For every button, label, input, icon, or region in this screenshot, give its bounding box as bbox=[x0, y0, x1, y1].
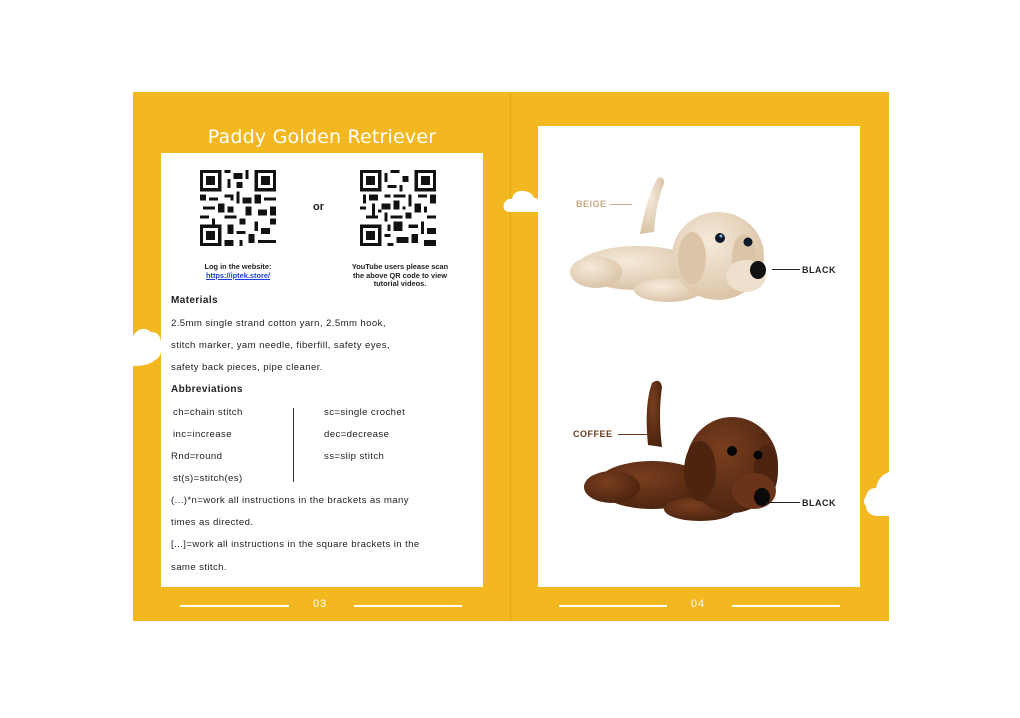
website-caption bbox=[192, 263, 284, 280]
materials-line: 2.5mm single strand cotton yarn, 2.5mm hook, bbox=[171, 318, 386, 329]
youtube-caption-line-3: tutorial videos. bbox=[373, 279, 427, 288]
black-bottom-callout-leader bbox=[766, 502, 800, 503]
footer-rule-right bbox=[354, 605, 462, 607]
black-bottom-callout-label: BLACK bbox=[802, 498, 836, 508]
coffee-callout-leader bbox=[618, 434, 650, 435]
abbreviation-item: sc=single crochet bbox=[324, 407, 406, 418]
youtube-caption-line-2: the above QR code to view bbox=[352, 270, 448, 280]
abbreviation-item: Rnd=round bbox=[171, 451, 223, 462]
note-line: times as directed. bbox=[171, 517, 254, 528]
materials-heading: Materials bbox=[171, 295, 218, 306]
note-line: (...)*n=work all instructions in the brackets as many bbox=[171, 495, 409, 506]
abbreviation-item: ss=slip stitch bbox=[324, 451, 385, 462]
pattern-title: Paddy Golden Retriever bbox=[207, 126, 437, 148]
abbreviation-item: inc=increase bbox=[173, 429, 232, 440]
footer-rule-left bbox=[559, 605, 667, 607]
black-top-callout-leader bbox=[772, 269, 800, 270]
coffee-dog-toy-image bbox=[582, 375, 782, 535]
materials-line: safety back pieces, pipe cleaner. bbox=[171, 362, 323, 373]
youtube-caption bbox=[334, 263, 466, 289]
or-separator: or bbox=[313, 201, 324, 213]
cloud-middle-decoration bbox=[502, 186, 538, 212]
black-top-callout-label: BLACK bbox=[802, 265, 836, 275]
abbreviations-heading: Abbreviations bbox=[171, 384, 243, 395]
youtube-caption-line-1: YouTube users please scan bbox=[351, 262, 449, 271]
website-caption-label: Log in the website: bbox=[204, 262, 272, 271]
abbreviation-item: st(s)=stitch(es) bbox=[173, 473, 243, 484]
abbreviation-column-divider bbox=[293, 408, 294, 482]
beige-dog-toy-image bbox=[568, 172, 778, 312]
page-number-left: 03 bbox=[312, 598, 328, 610]
beige-callout-leader bbox=[610, 204, 632, 205]
footer-rule-left bbox=[180, 605, 289, 607]
abbreviation-item: dec=decrease bbox=[324, 429, 390, 440]
cloud-right-decoration bbox=[862, 472, 889, 516]
page-number-right: 04 bbox=[690, 598, 706, 610]
page-divider bbox=[510, 92, 511, 621]
coffee-callout-label: COFFEE bbox=[573, 429, 613, 439]
qr-code-icon bbox=[360, 170, 436, 246]
beige-callout-label: BEIGE bbox=[576, 199, 607, 209]
website-link[interactable]: https://iptek.store/ bbox=[205, 270, 271, 280]
cloud-left-decoration bbox=[133, 322, 163, 366]
website-qr-code[interactable] bbox=[200, 170, 276, 246]
note-line: same stitch. bbox=[171, 562, 227, 573]
abbreviation-item: ch=chain stitch bbox=[173, 407, 243, 418]
materials-line: stitch marker, yam needle, fiberfill, safety eyes, bbox=[171, 340, 390, 351]
youtube-qr-code[interactable] bbox=[360, 170, 436, 246]
footer-rule-right bbox=[732, 605, 840, 607]
qr-code-icon bbox=[200, 170, 276, 246]
note-line: [...]=work all instructions in the square brackets in the bbox=[171, 539, 420, 550]
